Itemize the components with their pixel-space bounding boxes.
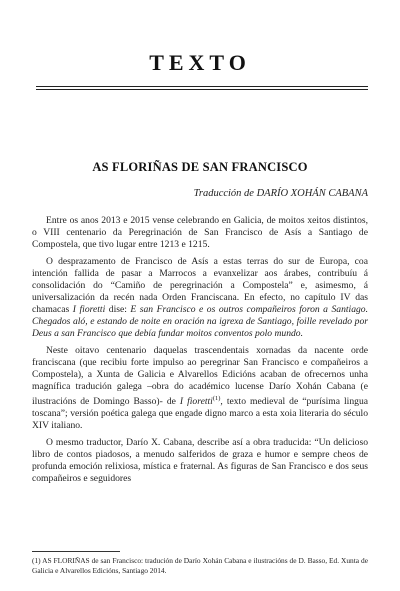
- paragraph-1: Entre os anos 2013 e 2015 vense celebrando en Galicia, de moitos xeitos distintos, o VIII centenario da Peregrinación de San Francisco de Asís a Santiago de Compostela, que tivo lugar entre 1213 e 1215.: [32, 215, 368, 250]
- footnote-rule: [32, 551, 120, 552]
- title-rule-bottom: [36, 89, 368, 90]
- paragraph-2: [32, 256, 368, 340]
- footnote-marker[interactable]: (1): [212, 395, 221, 402]
- paragraph-3-text-a: Neste oitavo centenario daquelas trascendentais xornadas da nacente orde franciscana (que recibiu forte impulso ao peregrinar San Francisco e compañeiros a Compostela), a Xunta de Galicia e Alvarellos Edicións acaban de ofrecernos unha magnífica tradución galega –obra do académico lucense Darío Xohán Cabana (e ilustracións de Domingo Basso)- de: [32, 345, 368, 408]
- paragraph-2-text-a: O desprazamento de Francisco de Asís a estas terras do sur de Europa, coa intención fallida de pasar a Marrocos a evanxelizar aos árabes, contribuíu á consolidación do “Camiño de peregrinación a Compostela” e, asimesmo, á universalización da recén nada Orden Franciscana. En efecto, no capítulo IV das chamacas: [32, 256, 368, 315]
- paragraph-3: [32, 345, 368, 432]
- section-title: TEXTO: [149, 50, 251, 75]
- footnote-1: (1) AS FLORIÑAS de san Francisco: tradución de Darío Xohán Cabana e ilustracións de D. Basso, Ed. Xunta de Galicia e Alvarellos Edicións, Santiago 2014.: [32, 556, 368, 575]
- paragraph-2-text-c: dise:: [105, 304, 131, 315]
- article-body: [32, 215, 368, 488]
- paragraph-4: O mesmo traductor, Darío X. Cabana, describe así a obra traducida: “Un delicioso libro de contos piadosos, a menudo salferidos de graza e humor e sempre cheos de profunda emoción relixiosa, mística e fraternal. As figuras de San Francisco e dos seus compañeiros e seguidores: [32, 437, 368, 485]
- title-rule-top: [36, 86, 368, 87]
- work-title-fioretti: I fioretti: [72, 304, 106, 315]
- fioretti-quotation: E san Francisco e os outros compañeiros foron a Santiago. Chegados aló, e estando de noite en oración na igrexa de Santiago, foille revelado por Deus a san Francisco que debía fundar moitos conventos polo mundo.: [32, 304, 368, 339]
- work-title-fioretti-2: I fioretti: [179, 396, 213, 408]
- translator-byline: Traducción de DARÍO XOHÁN CABANA: [193, 188, 368, 199]
- article-title: AS FLORIÑAS DE SAN FRANCISCO: [92, 160, 308, 174]
- paragraph-3-text-d: , texto medieval de “purísima lingua toscana”; versión poética galega que engade digno marco a esta xoia literaria do século XIV italiano.: [32, 396, 368, 432]
